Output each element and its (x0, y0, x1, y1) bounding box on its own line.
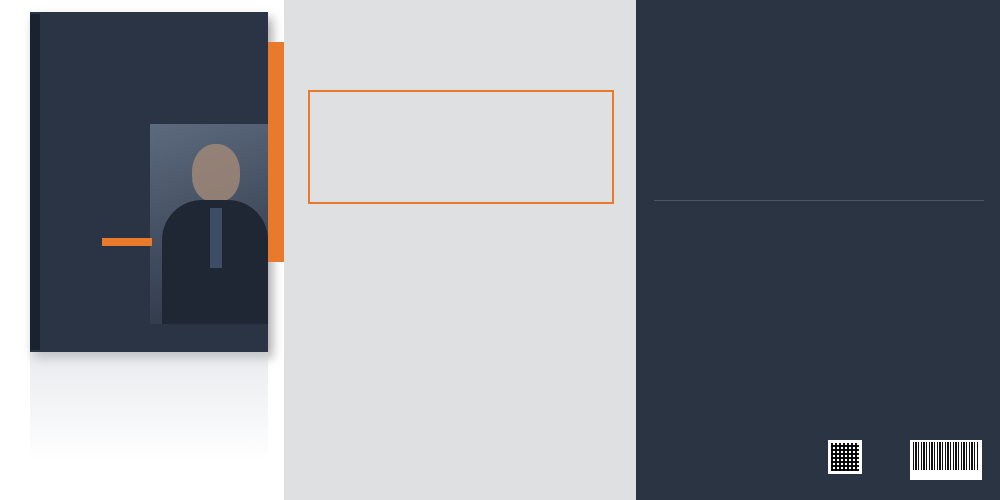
book-cover (30, 12, 268, 352)
book-cover-panel (0, 0, 284, 500)
homage-label (102, 238, 152, 246)
back-cover (636, 0, 1000, 500)
table-of-contents-page (284, 0, 636, 500)
barcode-icon (910, 440, 982, 480)
toc (314, 0, 610, 40)
divider (654, 200, 984, 201)
serie-academica-logo (52, 320, 82, 342)
cover-logos (52, 318, 262, 346)
back-footer (654, 440, 984, 496)
minister-photo (150, 124, 268, 324)
book-spine (30, 14, 40, 350)
book-reflection (30, 352, 268, 462)
qr-code-icon[interactable] (828, 440, 862, 474)
highlight-box (308, 90, 614, 204)
